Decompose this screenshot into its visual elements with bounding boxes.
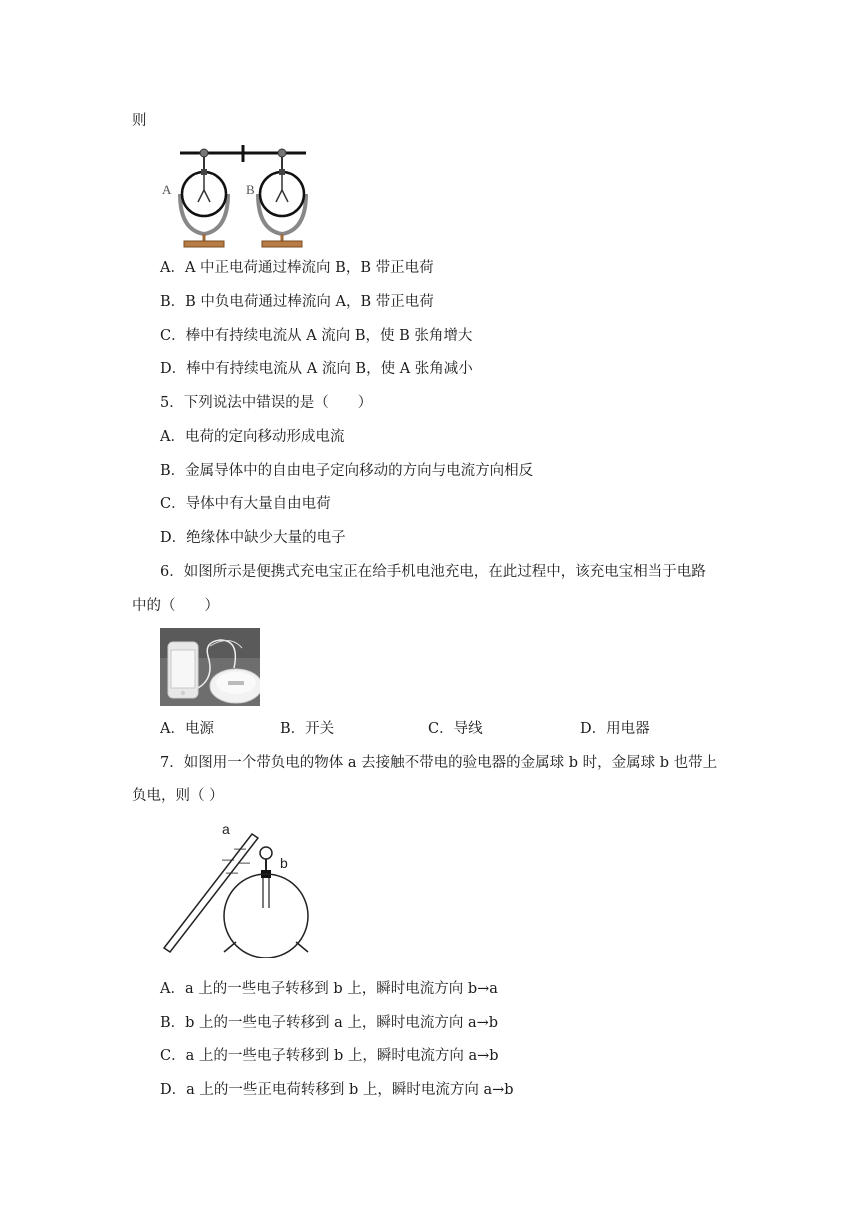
q5-option-d: D．绝缘体中缺少大量的电子 — [160, 530, 346, 546]
q7-option-a: A．a 上的一些电子转移到 b 上，瞬时电流方向 b→a — [160, 981, 498, 997]
label-b: B — [246, 182, 255, 197]
q7-option-d: D．a 上的一些正电荷转移到 b 上，瞬时电流方向 a→b — [160, 1082, 514, 1098]
q7-stem-line1: 7．如图用一个带负电的物体 a 去接触不带电的验电器的金属球 b 时，金属球 b 也带上 — [160, 755, 718, 771]
label-b: b — [280, 855, 288, 871]
q5-option-c: C．导体中有大量自由电荷 — [160, 496, 331, 512]
q4-option-d: D．棒中有持续电流从 A 流向 B，使 A 张角减小 — [160, 361, 473, 377]
q5-stem: 5．下列说法中错误的是（ ） — [160, 395, 373, 411]
q6-option-c: C．导线 — [428, 721, 483, 737]
svg-text:—: — — [222, 852, 234, 866]
q6-option-d: D．用电器 — [580, 721, 650, 737]
label-a: A — [162, 182, 172, 197]
charged-rod-diagram — [158, 820, 318, 958]
q4-option-c: C．棒中有持续电流从 A 流向 B，使 B 张角增大 — [160, 328, 473, 344]
q6-stem-line1: 6．如图所示是便携式充电宝正在给手机电池充电，在此过程中，该充电宝相当于电路 — [160, 564, 706, 580]
svg-text:—: — — [234, 841, 246, 855]
power-bank-image — [160, 628, 260, 706]
q7-option-c: C．a 上的一些电子转移到 b 上，瞬时电流方向 a→b — [160, 1048, 499, 1064]
svg-text:—: — — [238, 855, 250, 869]
electroscope-pair-figure — [158, 142, 310, 248]
q7-stem-line2: 负电，则（ ） — [132, 788, 224, 804]
q5-option-b: B．金属导体中的自由电子定向移动的方向与电流方向相反 — [160, 463, 534, 479]
svg-text:—: — — [226, 865, 238, 879]
q6-option-a: A．电源 — [160, 721, 214, 737]
q6-option-b: B．开关 — [280, 721, 335, 737]
q6-stem-line2: 中的（ ） — [132, 598, 219, 614]
metal-ball-b — [260, 847, 272, 859]
power-bank-photo — [160, 628, 260, 706]
electroscope-a — [180, 149, 228, 247]
q7-option-b: B．b 上的一些电子转移到 a 上，瞬时电流方向 a→b — [160, 1015, 499, 1031]
electroscope-pair-diagram — [158, 142, 310, 248]
q4-stem-tail: 则 — [132, 113, 147, 129]
q5-option-a: A．电荷的定向移动形成电流 — [160, 429, 345, 445]
electroscope-b — [258, 149, 306, 247]
electroscope-rod-figure — [158, 820, 318, 958]
label-a: a — [222, 821, 230, 837]
q4-option-b: B．B 中负电荷通过棒流向 A，B 带正电荷 — [160, 294, 434, 310]
q4-option-a: A．A 中正电荷通过棒流向 B，B 带正电荷 — [160, 260, 434, 276]
